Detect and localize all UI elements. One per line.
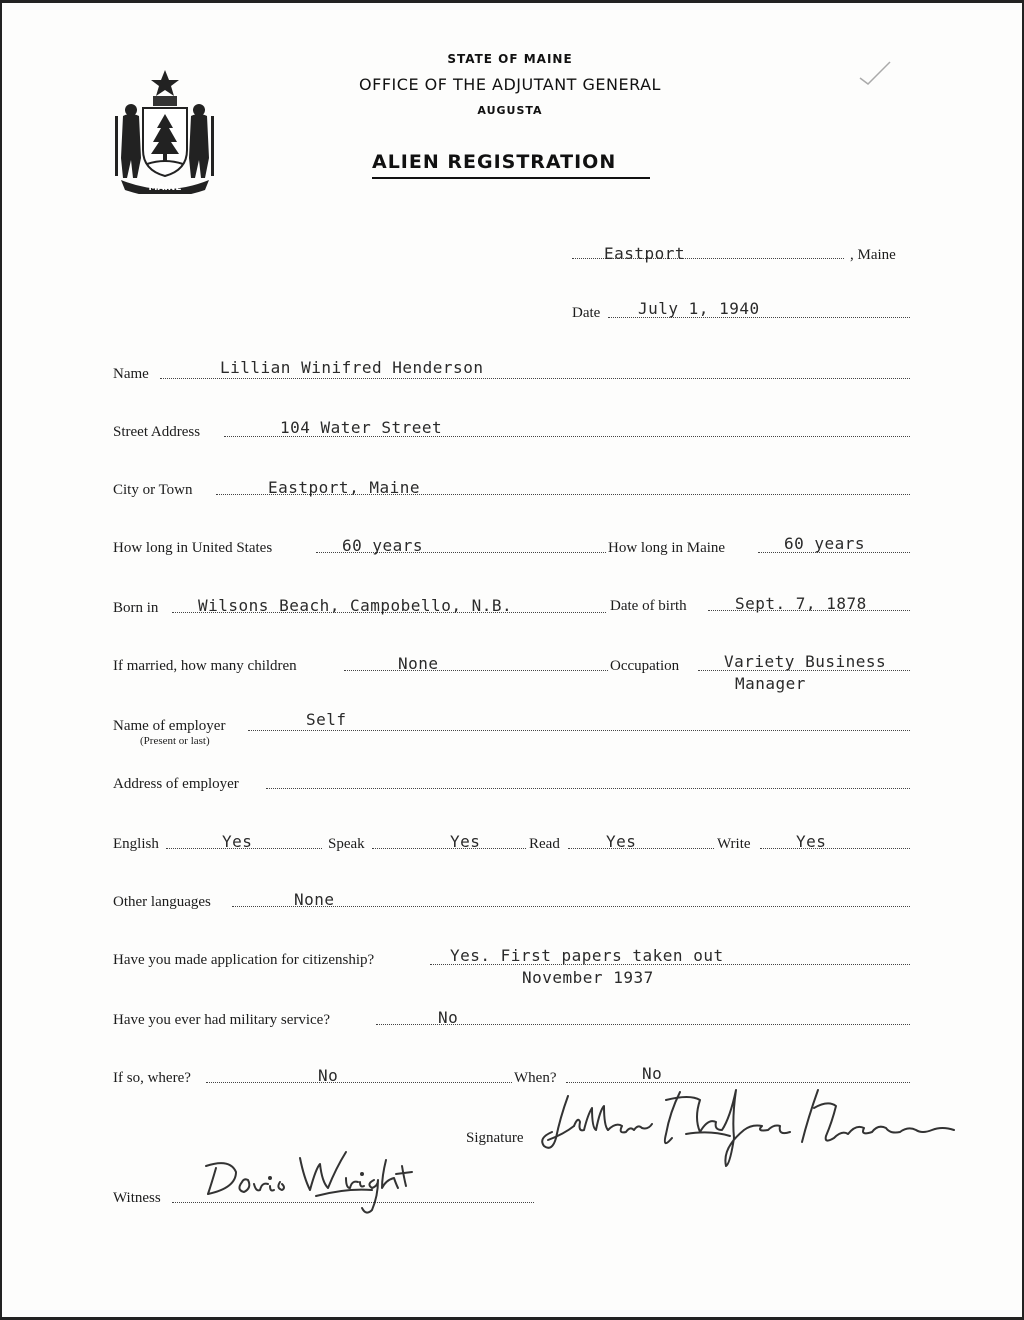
name-line — [160, 378, 910, 379]
witness-label: Witness — [113, 1190, 161, 1206]
read-label: Read — [529, 836, 560, 852]
occupation-value-line1[interactable]: Variety Business — [724, 652, 887, 671]
speak-label: Speak — [328, 836, 365, 852]
where-label: If so, where? — [113, 1070, 191, 1086]
where-value[interactable]: No — [318, 1066, 339, 1085]
occupation-value-line2[interactable]: Manager — [735, 674, 806, 693]
speak-value[interactable]: Yes — [450, 832, 481, 851]
scan-border-top — [0, 0, 1024, 3]
other-languages-value[interactable]: None — [294, 890, 335, 909]
form-title: ALIEN REGISTRATION — [372, 151, 617, 173]
citizenship-label: Have you made application for citizenship? — [113, 952, 375, 968]
write-value[interactable]: Yes — [796, 832, 827, 851]
us-duration-label: How long in United States — [113, 540, 273, 556]
employer-value[interactable]: Self — [306, 710, 347, 729]
street-value[interactable]: 104 Water Street — [280, 418, 443, 437]
children-label: If married, how many children — [113, 658, 297, 674]
witness-signature-handwriting[interactable] — [196, 1138, 418, 1222]
write-line — [760, 848, 910, 849]
date-label: Date — [572, 305, 601, 321]
children-value[interactable]: None — [398, 654, 439, 673]
speak-line — [372, 848, 526, 849]
city-value[interactable]: Eastport, Maine — [268, 478, 420, 497]
write-label: Write — [717, 836, 751, 852]
read-line — [568, 848, 714, 849]
signature-handwriting[interactable] — [530, 1078, 966, 1170]
born-in-label: Born in — [113, 600, 159, 616]
street-label: Street Address — [113, 424, 201, 440]
military-label: Have you ever had military service? — [113, 1012, 330, 1028]
employer-line — [248, 730, 910, 731]
born-in-value[interactable]: Wilsons Beach, Campobello, N.B. — [198, 596, 513, 615]
where-line — [206, 1082, 512, 1083]
employer-address-label: Address of employer — [113, 776, 239, 792]
signature-label: Signature — [466, 1130, 524, 1146]
maine-duration-label: How long in Maine — [608, 540, 726, 556]
maine-duration-value[interactable]: 60 years — [784, 534, 866, 553]
scan-border-left — [0, 0, 2, 1320]
state-heading: STATE OF MAINE — [447, 52, 573, 66]
children-line — [344, 670, 608, 671]
dob-label: Date of birth — [610, 598, 687, 614]
us-duration-value[interactable]: 60 years — [342, 536, 424, 555]
english-value[interactable]: Yes — [222, 832, 253, 851]
employer-address-line — [266, 788, 910, 789]
place-suffix: , Maine — [850, 247, 896, 263]
check-mark-icon — [858, 58, 892, 88]
citizenship-value-line1[interactable]: Yes. First papers taken out — [450, 946, 724, 965]
when-label: When? — [514, 1070, 557, 1086]
name-label: Name — [113, 366, 149, 382]
place-value[interactable]: Eastport — [604, 244, 686, 263]
english-label: English — [113, 836, 159, 852]
military-value[interactable]: No — [438, 1008, 459, 1027]
employer-sublabel: (Present or last) — [140, 735, 210, 747]
office-heading: OFFICE OF THE ADJUTANT GENERAL — [359, 75, 661, 94]
date-value[interactable]: July 1, 1940 — [638, 299, 760, 318]
when-value[interactable]: No — [642, 1064, 663, 1083]
svg-text:MAINE: MAINE — [148, 183, 182, 193]
occupation-label: Occupation — [610, 658, 680, 674]
read-value[interactable]: Yes — [606, 832, 637, 851]
city-heading: AUGUSTA — [477, 104, 543, 117]
title-underline — [372, 177, 650, 179]
dob-value[interactable]: Sept. 7, 1878 — [735, 594, 867, 613]
name-value[interactable]: Lillian Winifred Henderson — [220, 358, 484, 377]
citizenship-value-line2[interactable]: November 1937 — [522, 968, 654, 987]
city-label: City or Town — [113, 482, 193, 498]
other-languages-label: Other languages — [113, 894, 211, 910]
employer-label: Name of employer — [113, 718, 226, 734]
state-seal-icon — [113, 66, 217, 194]
